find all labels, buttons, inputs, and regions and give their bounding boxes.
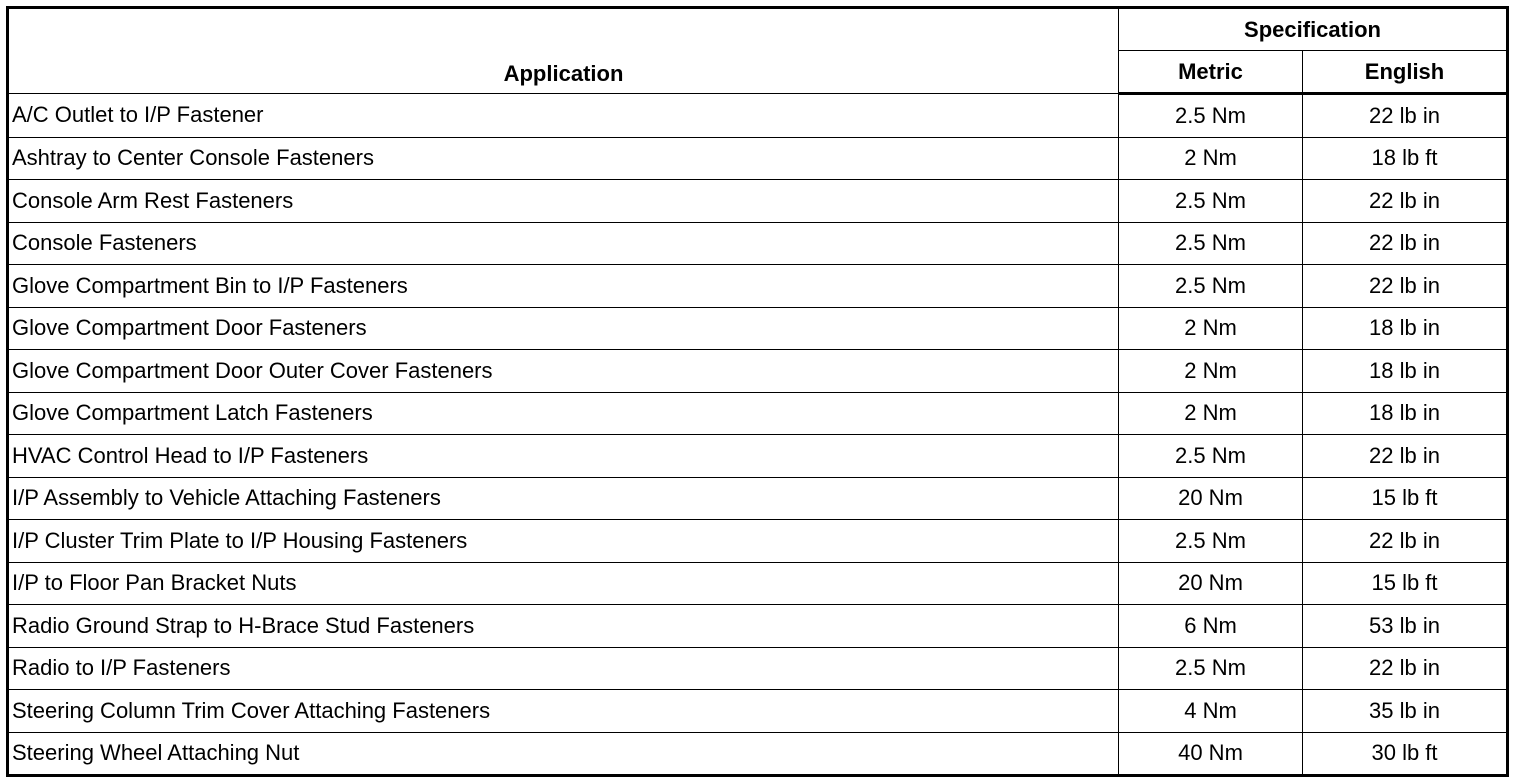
application-column-header: Application (8, 8, 1119, 94)
table-body (8, 94, 1508, 776)
table-row (8, 307, 1508, 350)
english-value-cell: 22 lb in (1303, 94, 1508, 138)
metric-value-cell: 2.5 Nm (1119, 647, 1303, 690)
metric-value-cell: 20 Nm (1119, 477, 1303, 520)
table-row (8, 137, 1508, 180)
application-cell: Steering Column Trim Cover Attaching Fasteners (8, 690, 1119, 733)
english-value-cell: 22 lb in (1303, 265, 1508, 308)
english-value-cell: 18 lb in (1303, 392, 1508, 435)
metric-column-header: Metric (1119, 51, 1303, 94)
table-row (8, 520, 1508, 563)
application-cell: Glove Compartment Latch Fasteners (8, 392, 1119, 435)
metric-value-cell: 2 Nm (1119, 350, 1303, 393)
table-row (8, 94, 1508, 138)
metric-value-cell: 2.5 Nm (1119, 435, 1303, 478)
english-value-cell: 35 lb in (1303, 690, 1508, 733)
table-row (8, 435, 1508, 478)
header-row-top (8, 8, 1508, 51)
application-cell: Glove Compartment Door Fasteners (8, 307, 1119, 350)
table-row (8, 605, 1508, 648)
table-row (8, 562, 1508, 605)
table-row (8, 477, 1508, 520)
table-row (8, 350, 1508, 393)
english-value-cell: 15 lb ft (1303, 562, 1508, 605)
application-cell: Radio Ground Strap to H-Brace Stud Fasteners (8, 605, 1119, 648)
english-value-cell: 22 lb in (1303, 222, 1508, 265)
english-value-cell: 18 lb ft (1303, 137, 1508, 180)
table-row (8, 647, 1508, 690)
english-value-cell: 18 lb in (1303, 307, 1508, 350)
metric-value-cell: 6 Nm (1119, 605, 1303, 648)
application-cell: I/P to Floor Pan Bracket Nuts (8, 562, 1119, 605)
application-cell: Glove Compartment Bin to I/P Fasteners (8, 265, 1119, 308)
table-row (8, 180, 1508, 223)
metric-value-cell: 2 Nm (1119, 137, 1303, 180)
english-value-cell: 30 lb ft (1303, 732, 1508, 776)
table-row (8, 690, 1508, 733)
metric-value-cell: 2.5 Nm (1119, 180, 1303, 223)
application-cell: I/P Cluster Trim Plate to I/P Housing Fasteners (8, 520, 1119, 563)
english-value-cell: 53 lb in (1303, 605, 1508, 648)
metric-value-cell: 2 Nm (1119, 392, 1303, 435)
application-cell: Console Arm Rest Fasteners (8, 180, 1119, 223)
english-value-cell: 18 lb in (1303, 350, 1508, 393)
table-row (8, 732, 1508, 776)
english-column-header: English (1303, 51, 1508, 94)
application-cell: I/P Assembly to Vehicle Attaching Fasteners (8, 477, 1119, 520)
table-row (8, 265, 1508, 308)
english-value-cell: 22 lb in (1303, 520, 1508, 563)
application-cell: Ashtray to Center Console Fasteners (8, 137, 1119, 180)
metric-value-cell: 2.5 Nm (1119, 265, 1303, 308)
table-row (8, 392, 1508, 435)
application-cell: A/C Outlet to I/P Fastener (8, 94, 1119, 138)
table-row (8, 222, 1508, 265)
metric-value-cell: 4 Nm (1119, 690, 1303, 733)
application-cell: Steering Wheel Attaching Nut (8, 732, 1119, 776)
english-value-cell: 22 lb in (1303, 647, 1508, 690)
application-cell: HVAC Control Head to I/P Fasteners (8, 435, 1119, 478)
metric-value-cell: 2 Nm (1119, 307, 1303, 350)
metric-value-cell: 40 Nm (1119, 732, 1303, 776)
english-value-cell: 15 lb ft (1303, 477, 1508, 520)
english-value-cell: 22 lb in (1303, 435, 1508, 478)
metric-value-cell: 2.5 Nm (1119, 94, 1303, 138)
english-value-cell: 22 lb in (1303, 180, 1508, 223)
metric-value-cell: 20 Nm (1119, 562, 1303, 605)
application-cell: Console Fasteners (8, 222, 1119, 265)
application-cell: Glove Compartment Door Outer Cover Fasteners (8, 350, 1119, 393)
table-header (8, 8, 1508, 94)
fastener-specification-table (6, 6, 1509, 777)
metric-value-cell: 2.5 Nm (1119, 222, 1303, 265)
specification-group-header: Specification (1119, 8, 1508, 51)
application-cell: Radio to I/P Fasteners (8, 647, 1119, 690)
metric-value-cell: 2.5 Nm (1119, 520, 1303, 563)
